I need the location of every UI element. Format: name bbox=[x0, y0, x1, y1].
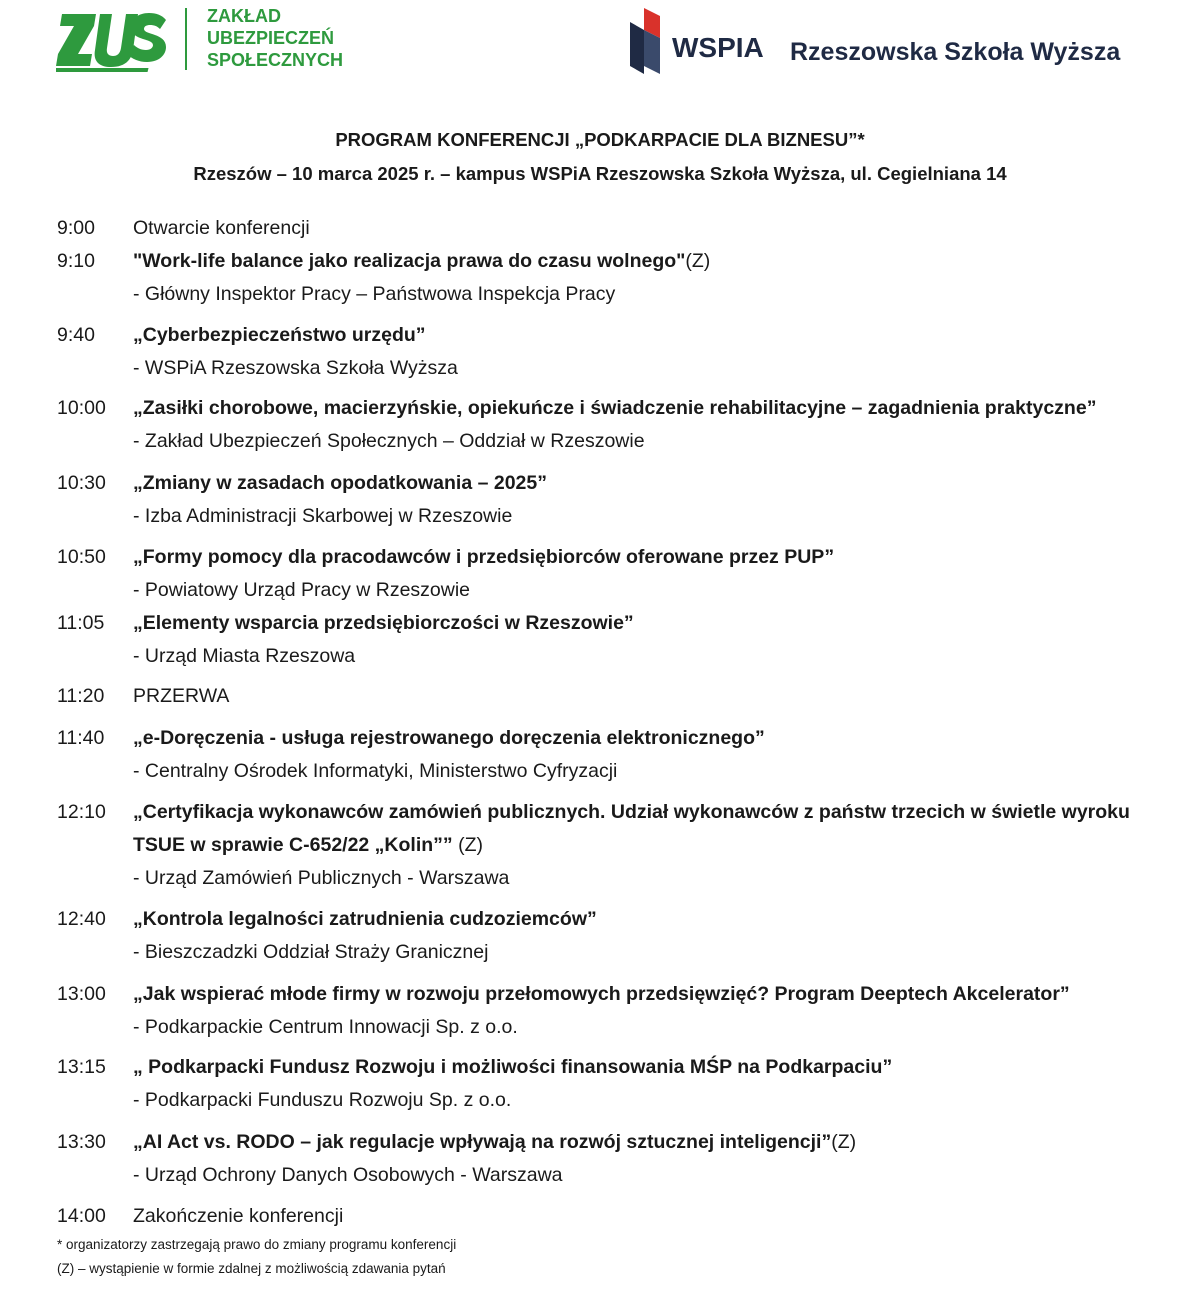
session-speaker: - WSPiA Rzeszowska Szkoła Wyższa bbox=[133, 357, 458, 379]
session-title: „Formy pomocy dla pracodawców i przedsiębiorców oferowane przez PUP” bbox=[133, 546, 835, 568]
agenda-time: 13:30 bbox=[57, 1131, 106, 1153]
remote-marker: (Z) bbox=[831, 1131, 857, 1153]
agenda-time: 13:00 bbox=[57, 983, 106, 1005]
session-title: „AI Act vs. RODO – jak regulacje wpływają na rozwój sztucznej inteligencji” bbox=[133, 1131, 832, 1153]
agenda-time: 10:00 bbox=[57, 397, 106, 419]
page-subtitle: Rzeszów – 10 marca 2025 r. – kampus WSPiA Rzeszowska Szkoła Wyższa, ul. Cegielniana 14 bbox=[193, 163, 1007, 184]
session-speaker: - Zakład Ubezpieczeń Społecznych – Oddział w Rzeszowie bbox=[133, 430, 645, 452]
agenda-time: 9:40 bbox=[57, 324, 95, 346]
session-speaker: - Bieszczadzki Oddział Straży Granicznej bbox=[133, 941, 489, 963]
agenda-time: 13:15 bbox=[57, 1056, 106, 1078]
wspia-logo-icon bbox=[630, 8, 664, 74]
session-speaker: - Podkarpacki Funduszu Rozwoju Sp. z o.o. bbox=[133, 1089, 512, 1111]
agenda-label: Zakończenie konferencji bbox=[133, 1205, 344, 1227]
session-speaker: - Powiatowy Urząd Pracy w Rzeszowie bbox=[133, 579, 471, 601]
session-speaker: - Urząd Zamówień Publicznych - Warszawa bbox=[133, 867, 510, 889]
agenda-time: 10:30 bbox=[57, 472, 106, 494]
agenda-time: 11:40 bbox=[57, 727, 105, 749]
zus-line-1: ZAKŁAD bbox=[207, 6, 281, 26]
agenda-time: 14:00 bbox=[57, 1205, 106, 1227]
session-title: „Elementy wsparcia przedsiębiorczości w Rzeszowie” bbox=[133, 612, 634, 634]
agenda-body bbox=[133, 978, 1163, 1044]
session-title: „Certyfikacja wykonawców zamówień publicznych. Udział wykonawców z państw trzecich w świetle wyroku TSUE w sprawie C-652/22 „Kolin”” bbox=[133, 801, 1130, 856]
agenda-body bbox=[133, 1200, 1163, 1233]
footnote-changes: * organizatorzy zastrzegają prawo do zmiany programu konferencji bbox=[57, 1237, 457, 1252]
agenda-time: 11:05 bbox=[57, 612, 105, 634]
agenda-time: 11:20 bbox=[57, 685, 105, 707]
agenda-body bbox=[133, 1126, 1163, 1192]
agenda-label: Otwarcie konferencji bbox=[133, 217, 310, 239]
session-title: „Jak wspierać młode firmy w rozwoju przełomowych przedsięwzięć? Program Deeptech Akcelerator” bbox=[133, 983, 1070, 1005]
session-title: "Work-life balance jako realizacja prawa do czasu wolnego" bbox=[133, 250, 686, 272]
agenda-time: 10:50 bbox=[57, 546, 106, 568]
session-speaker: - Izba Administracji Skarbowej w Rzeszowie bbox=[133, 505, 513, 527]
footnote-remote: (Z) – wystąpienie w formie zdalnej z możliwością zdawania pytań bbox=[57, 1261, 446, 1276]
agenda-body bbox=[133, 722, 1163, 788]
agenda-time: 9:00 bbox=[57, 217, 95, 239]
agenda-body bbox=[133, 319, 1163, 385]
session-title: „ Podkarpacki Fundusz Rozwoju i możliwości finansowania MŚP na Podkarpaciu” bbox=[133, 1056, 893, 1078]
session-speaker: - Urząd Miasta Rzeszowa bbox=[133, 645, 356, 667]
agenda-body bbox=[133, 541, 1163, 607]
header bbox=[0, 0, 1200, 110]
session-speaker: - Podkarpackie Centrum Innowacji Sp. z o.o. bbox=[133, 1016, 518, 1038]
zus-line-3: SPOŁECZNYCH bbox=[207, 50, 344, 70]
zus-name bbox=[207, 5, 343, 71]
page-title: PROGRAM KONFERENCJI „PODKARPACIE DLA BIZNESU”* bbox=[335, 129, 865, 150]
session-title: „Zasiłki chorobowe, macierzyńskie, opiekuńcze i świadczenie rehabilitacyjne – zagadnienia praktyczne” bbox=[133, 397, 1097, 419]
session-title: „Cyberbezpieczeństwo urzędu” bbox=[133, 324, 426, 346]
agenda-body bbox=[133, 796, 1163, 895]
session-title: „Zmiany w zasadach opodatkowania – 2025” bbox=[133, 472, 547, 494]
zus-logo-icon bbox=[56, 6, 168, 72]
agenda-body bbox=[133, 680, 1163, 713]
session-speaker: - Urząd Ochrony Danych Osobowych - Warszawa bbox=[133, 1164, 563, 1186]
session-title: „Kontrola legalności zatrudnienia cudzoziemców” bbox=[133, 908, 597, 930]
remote-marker: (Z) bbox=[458, 834, 483, 856]
agenda-body bbox=[133, 212, 1163, 245]
agenda-time: 9:10 bbox=[57, 250, 95, 272]
agenda-body bbox=[133, 245, 1163, 311]
agenda-body bbox=[133, 607, 1163, 673]
session-speaker: - Główny Inspektor Pracy – Państwowa Inspekcja Pracy bbox=[133, 283, 616, 305]
wspia-name: WSPIA bbox=[672, 32, 764, 63]
zus-line-2: UBEZPIECZEŃ bbox=[207, 28, 335, 48]
agenda-label: PRZERWA bbox=[133, 685, 230, 707]
agenda-time: 12:40 bbox=[57, 908, 106, 930]
session-title: „e-Doręczenia - usługa rejestrowanego doręczenia elektronicznego” bbox=[133, 727, 765, 749]
agenda-body bbox=[133, 467, 1163, 533]
title-block bbox=[0, 128, 1200, 186]
agenda-body bbox=[133, 903, 1163, 969]
agenda-body bbox=[133, 1051, 1163, 1117]
remote-marker: (Z) bbox=[685, 250, 711, 272]
agenda-time: 12:10 bbox=[57, 801, 106, 823]
agenda-body bbox=[133, 392, 1163, 458]
zus-divider bbox=[185, 8, 187, 70]
session-speaker: - Centralny Ośrodek Informatyki, Ministerstwo Cyfryzacji bbox=[133, 760, 618, 782]
wspia-subtitle: Rzeszowska Szkoła Wyższa bbox=[790, 38, 1121, 66]
